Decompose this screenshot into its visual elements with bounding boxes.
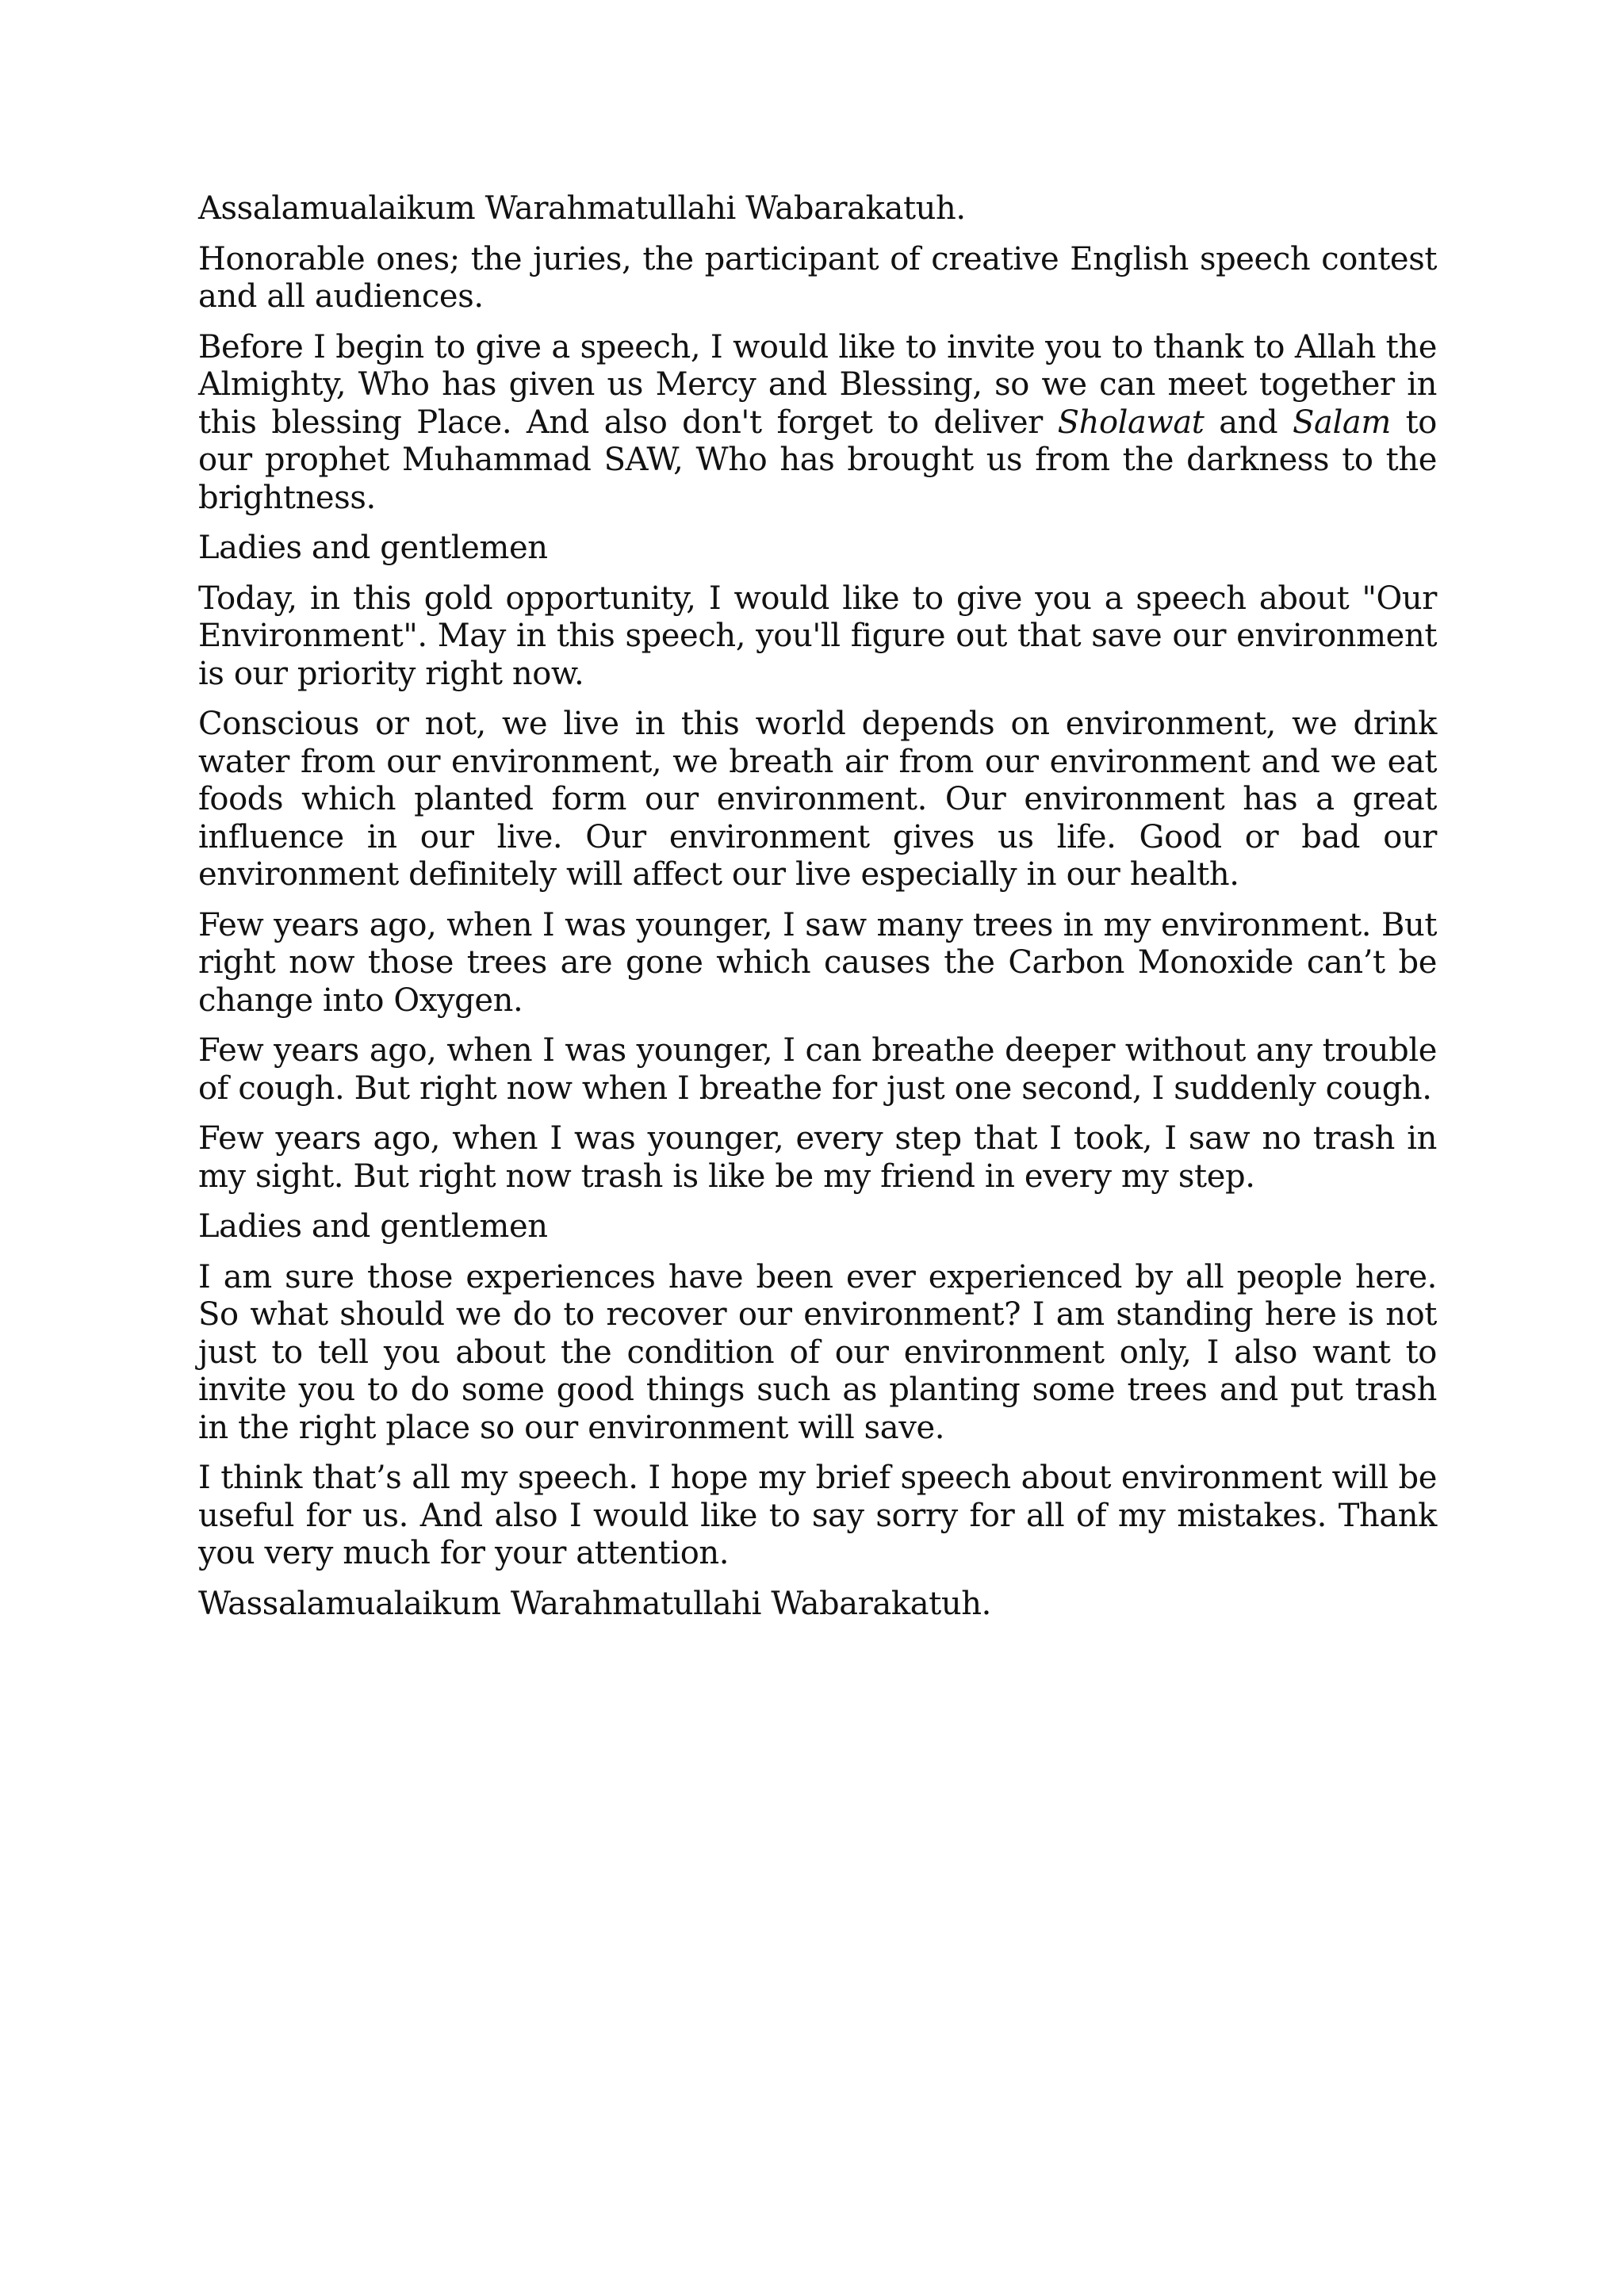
trees-paragraph: Few years ago, when I was younger, I saw many trees in my environment. But right now those trees are gone which causes the Carbon Monoxide can’t be change into Oxygen.	[198, 906, 1437, 1019]
closing-paragraph: I think that’s all my speech. I hope my brief speech about environment will be useful for us. And also I would like to say sorry for all of my mistakes. Thank you very much for your attention.	[198, 1460, 1437, 1571]
ladies-heading-2: Ladies and gentlemen	[198, 1208, 548, 1245]
sholawat-italic: Sholawat	[1057, 404, 1205, 441]
opening-text-2: and	[1204, 404, 1293, 441]
ladies-heading-1: Ladies and gentlemen	[198, 530, 548, 566]
opening-text-1: Before I begin to give a speech, I would like to invite you to thank to Allah the Almighty, Who has given us Mercy and Blessing, so we can meet together in this blessing Place. And also don't forget to deliver	[198, 328, 1437, 441]
topic-paragraph: Today, in this gold opportunity, I would like to give you a speech about "Our Environment". May in this speech, you'll figure out that save our environment is our priority right now.	[198, 580, 1437, 692]
trash-paragraph: Few years ago, when I was younger, every step that I took, I saw no trash in my sight. But right now trash is like be my friend in every my step.	[198, 1120, 1437, 1195]
honorable-paragraph: Honorable ones; the juries, the participant of creative English speech contest and all audiences.	[198, 240, 1437, 315]
greeting-paragraph: Assalamualaikum Warahmatullahi Wabarakatuh.	[198, 190, 966, 227]
breathe-paragraph: Few years ago, when I was younger, I can breathe deeper without any trouble of cough. But right now when I breathe for just one second, I suddenly cough.	[198, 1032, 1437, 1107]
opening-paragraph	[198, 329, 1437, 518]
farewell-paragraph: Wassalamualaikum Warahmatullahi Wabarakatuh.	[198, 1585, 991, 1622]
opening-text-3: to our prophet Muhammad SAW, Who has brought us from the darkness to the brightness.	[198, 404, 1437, 516]
conscious-paragraph: Conscious or not, we live in this world depends on environment, we drink water from our environment, we breath air from our environment and we eat foods which planted form our environment. Our environment has a great influence in our live. Our environment gives us life. Good or bad our environment definitely will affect our live especially in our health.	[198, 706, 1437, 893]
recover-paragraph: I am sure those experiences have been ever experienced by all people here. So what should we do to recover our environment? I am standing here is not just to tell you about the condition of our environment only, I also want to invite you to do some good things such as planting some trees and put trash in the right place so our environment will save.	[198, 1258, 1437, 1446]
salam-italic: Salam	[1293, 404, 1391, 441]
document-body	[198, 190, 1437, 1636]
